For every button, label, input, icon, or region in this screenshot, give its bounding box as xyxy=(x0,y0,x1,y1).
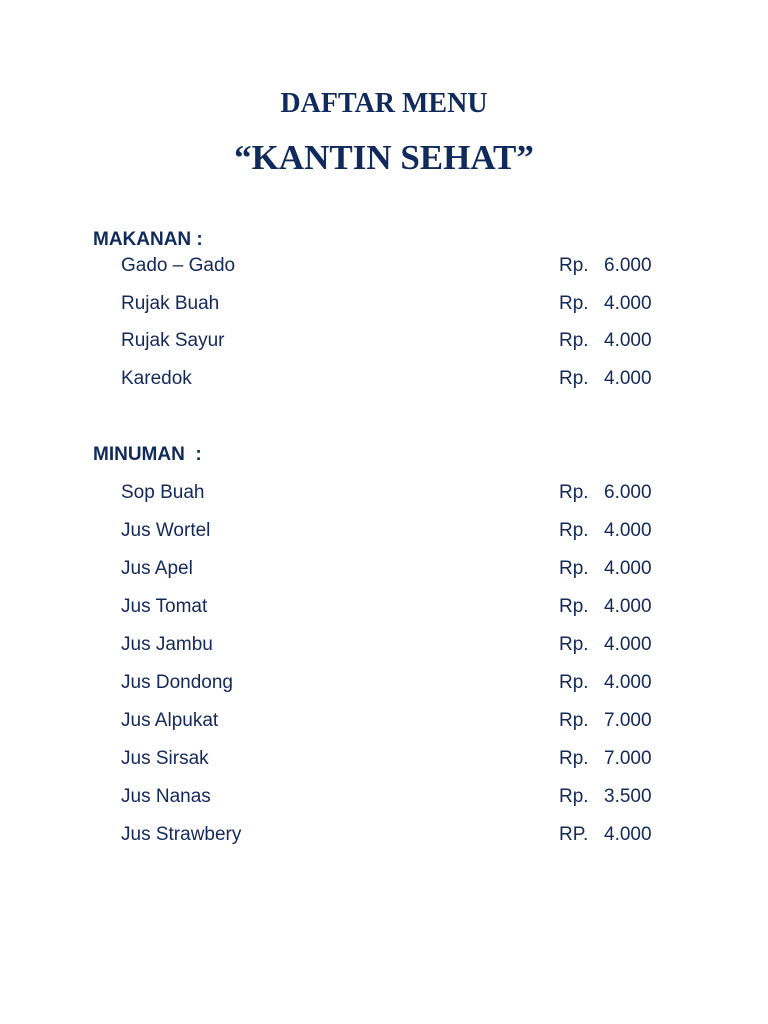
menu-item-price: 6.000 xyxy=(604,482,652,503)
menu-item-price: 4.000 xyxy=(604,672,652,693)
menu-item-price: 4.000 xyxy=(604,520,652,541)
menu-item-currency: Rp. xyxy=(559,634,589,655)
menu-item-name: Jus Alpukat xyxy=(121,710,219,731)
menu-item xyxy=(0,634,768,672)
menu-item-name: Jus Sirsak xyxy=(121,748,209,769)
menu-item-currency: Rp. xyxy=(559,292,589,314)
menu-item xyxy=(0,558,768,596)
menu-item-currency: Rp. xyxy=(559,786,589,807)
menu-item-currency: Rp. xyxy=(559,710,589,731)
menu-item xyxy=(0,824,768,862)
menu-item xyxy=(0,293,768,331)
menu-item-currency: Rp. xyxy=(559,520,589,541)
section-heading-makanan: MAKANAN : xyxy=(93,229,203,250)
menu-item-currency: Rp. xyxy=(559,482,589,503)
menu-item-currency: Rp. xyxy=(559,558,589,579)
menu-item xyxy=(0,330,768,368)
menu-item-currency: Rp. xyxy=(559,596,589,617)
menu-item-price: 4.000 xyxy=(604,558,652,579)
menu-item-name: Jus Apel xyxy=(121,558,193,579)
menu-item-price: 7.000 xyxy=(604,748,652,769)
menu-item-price: 6.000 xyxy=(604,255,652,276)
menu-item-name: Jus Wortel xyxy=(121,520,211,541)
menu-item-price: 4.000 xyxy=(604,292,652,314)
menu-item-price: 4.000 xyxy=(604,330,652,352)
menu-item-name: Jus Jambu xyxy=(121,634,213,655)
menu-item xyxy=(0,368,768,406)
menu-item xyxy=(0,748,768,786)
page-title: DAFTAR MENU xyxy=(280,88,488,119)
menu-item xyxy=(0,786,768,824)
menu-item-price: 4.000 xyxy=(604,596,652,617)
menu-item xyxy=(0,520,768,558)
menu-item xyxy=(0,255,768,293)
page-subtitle: “KANTIN SEHAT” xyxy=(234,138,534,177)
menu-item-currency: Rp. xyxy=(559,255,589,276)
menu-item-name: Jus Dondong xyxy=(121,672,233,693)
menu-item-name: Rujak Sayur xyxy=(121,330,225,352)
menu-item xyxy=(0,710,768,748)
menu-item-currency: Rp. xyxy=(559,672,589,693)
menu-item-currency: Rp. xyxy=(559,367,589,389)
menu-item-price: 4.000 xyxy=(604,367,652,389)
menu-item-price: 4.000 xyxy=(604,824,652,845)
menu-item xyxy=(0,672,768,710)
menu-item-currency: Rp. xyxy=(559,330,589,352)
menu-item-currency: Rp. xyxy=(559,748,589,769)
menu-list-makanan xyxy=(0,255,768,405)
menu-item-name: Sop Buah xyxy=(121,482,205,503)
menu-item-price: 4.000 xyxy=(604,634,652,655)
menu-item-name: Karedok xyxy=(121,367,192,389)
menu-item-name: Gado – Gado xyxy=(121,255,236,276)
menu-item-name: Jus Strawbery xyxy=(121,824,242,845)
menu-list-minuman xyxy=(0,482,768,862)
menu-item-name: Rujak Buah xyxy=(121,292,220,314)
menu-item-currency: RP. xyxy=(559,824,589,845)
section-heading-minuman: MINUMAN : xyxy=(93,444,202,465)
menu-item xyxy=(0,482,768,520)
menu-item-name: Jus Tomat xyxy=(121,596,208,617)
menu-item-price: 7.000 xyxy=(604,710,652,731)
menu-item-name: Jus Nanas xyxy=(121,786,211,807)
menu-item xyxy=(0,596,768,634)
menu-item-price: 3.500 xyxy=(604,786,652,807)
